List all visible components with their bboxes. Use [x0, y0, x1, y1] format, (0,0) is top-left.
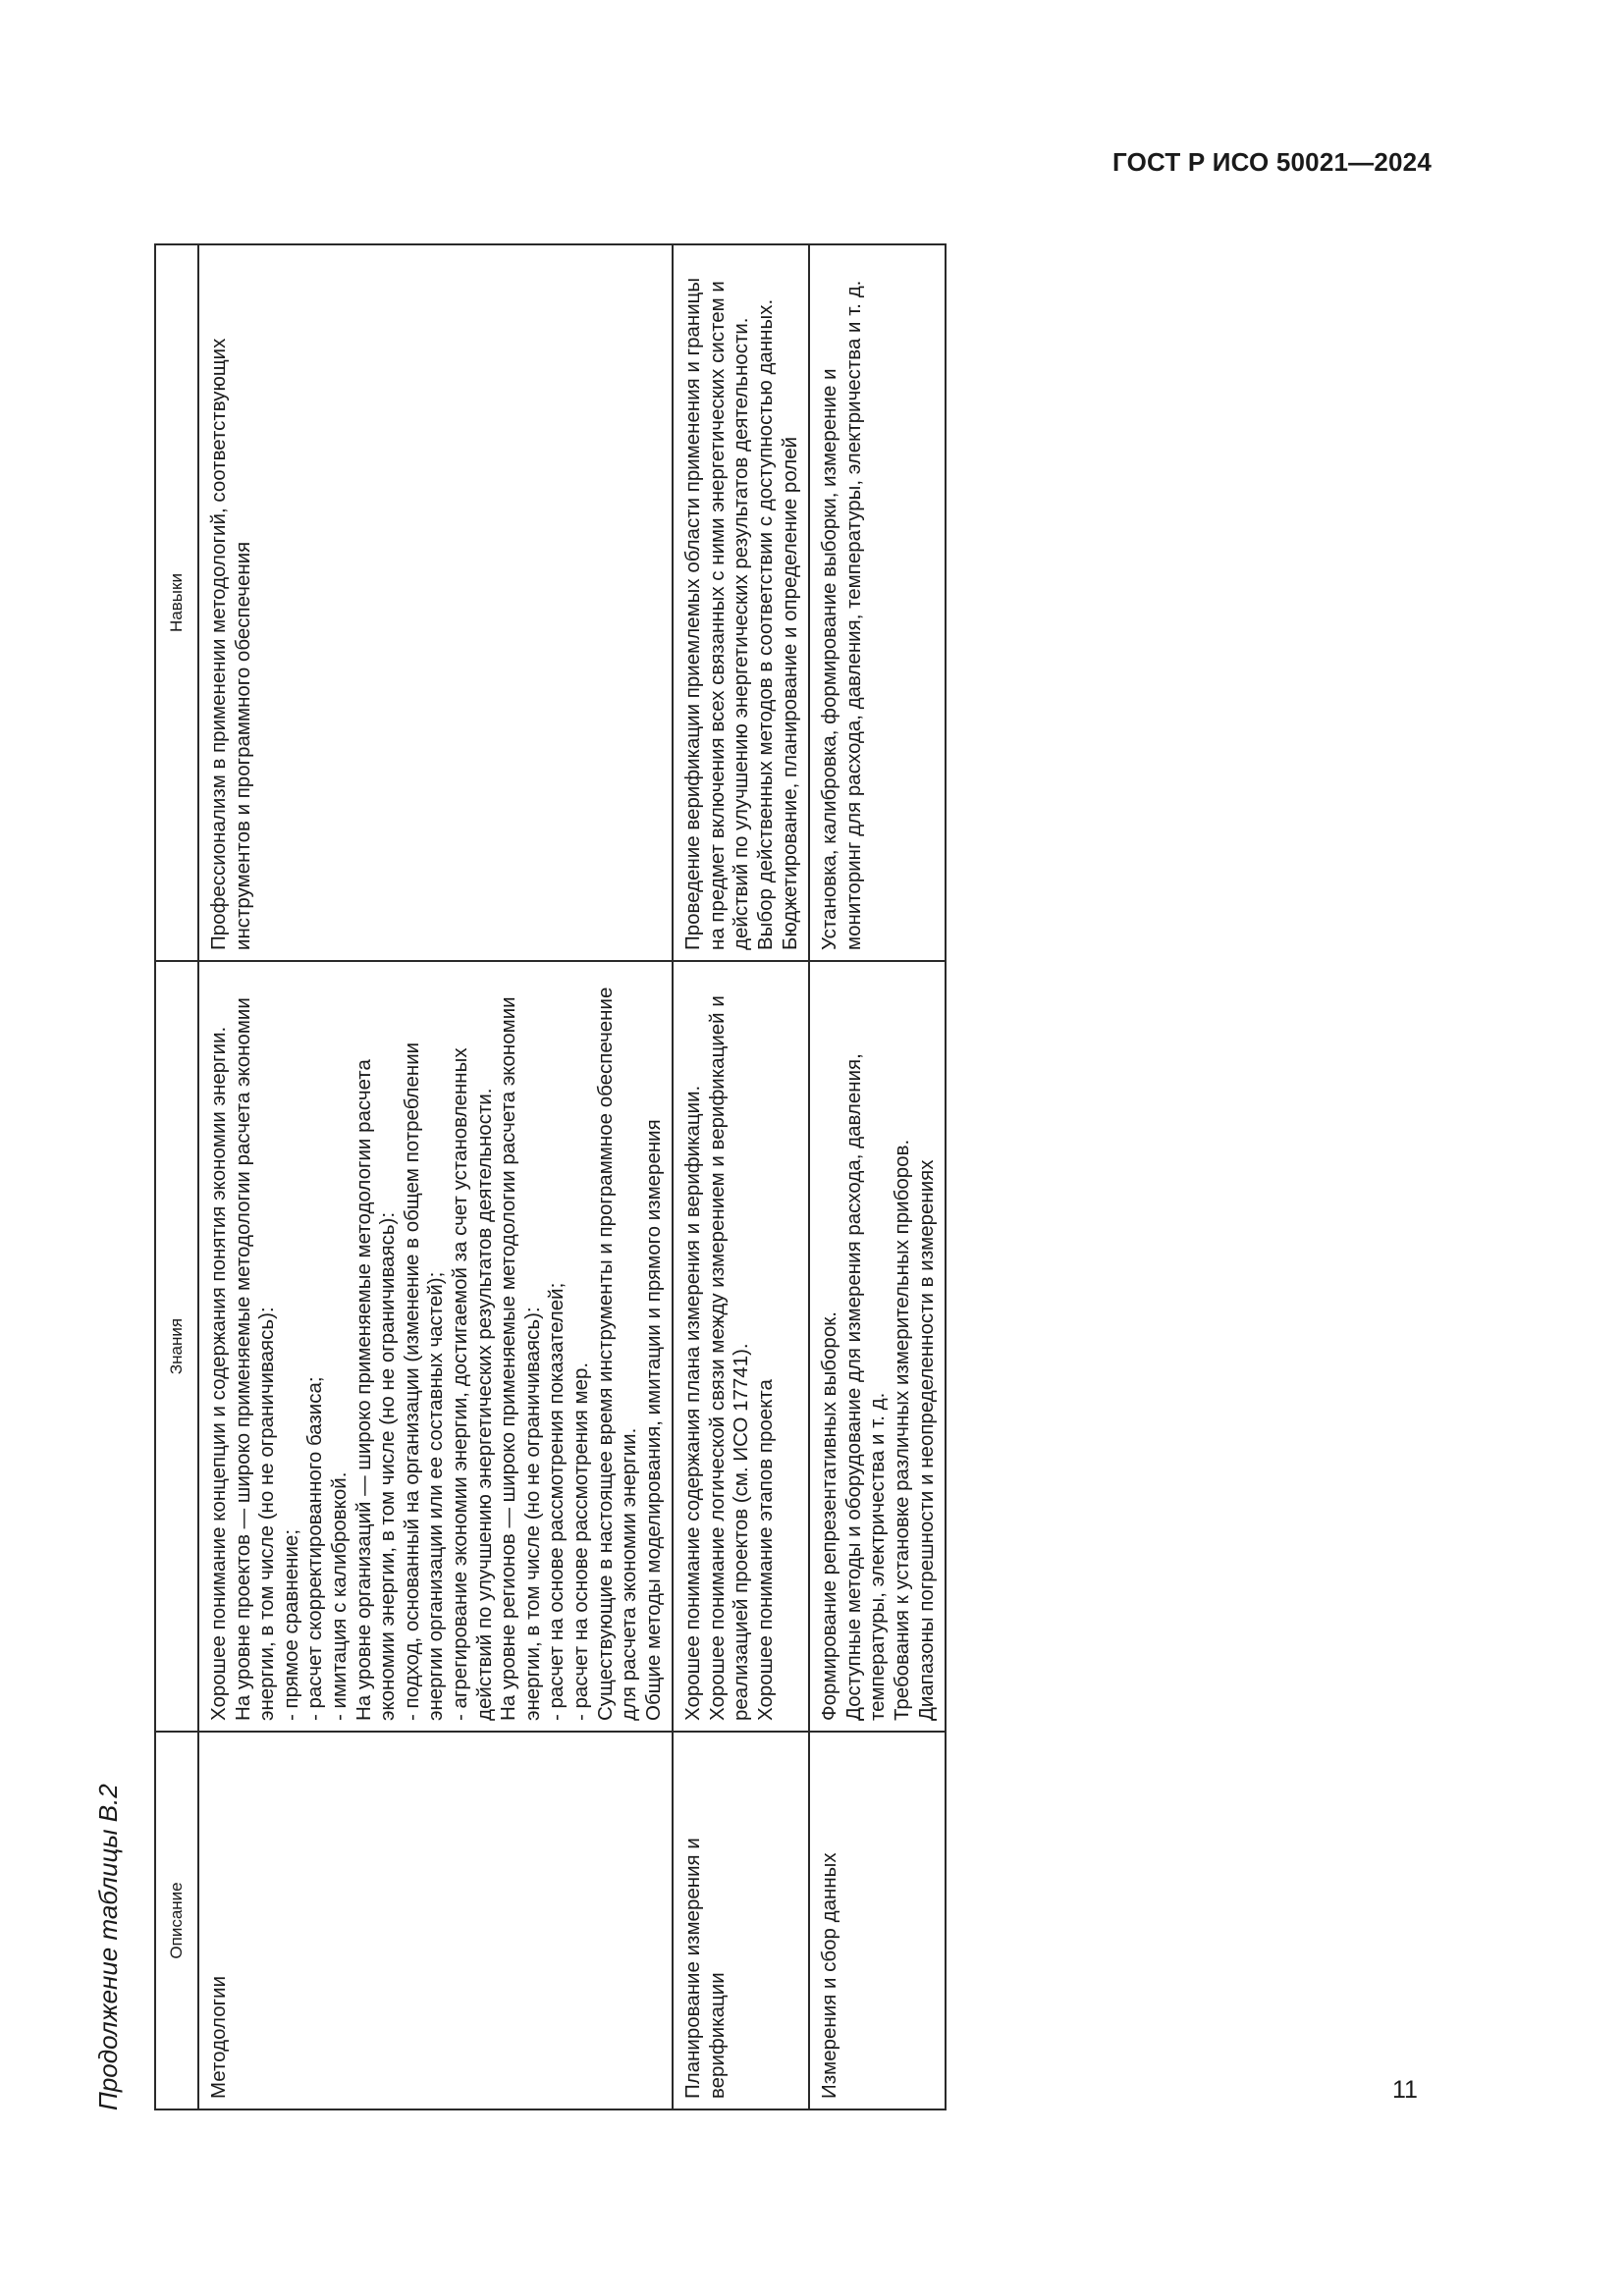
- column-header-skills: Навыки: [155, 244, 198, 961]
- knowledge-line: Доступные методы и оборудование для измерения расхода, давления, температуры, электричества и т. д.: [841, 1053, 890, 1721]
- row-knowledge: [673, 961, 809, 1732]
- row-skills: [198, 244, 673, 961]
- knowledge-line: Хорошее понимание логической связи между измерением и верификацией и реализацией проектов (см. ИСО 17741).: [705, 995, 753, 1721]
- knowledge-line: Существующие в настоящее время инструменты и программное обеспечение для расчета экономии энергии.: [593, 987, 641, 1721]
- row-skills: [809, 244, 946, 961]
- column-header-knowledge: Знания: [155, 961, 198, 1732]
- knowledge-line: - прямое сравнение;: [279, 1528, 302, 1721]
- knowledge-line: - расчет на основе рассмотрения показателей;: [545, 1282, 568, 1721]
- table-row: [809, 244, 946, 2109]
- skills-line: Установка, калибровка, формирование выборки, измерение и мониторинг для расхода, давления, температуры, электричества и т. д.: [818, 280, 865, 950]
- column-header-description: Описание: [155, 1732, 198, 2109]
- knowledge-line: Общие методы моделирования, имитации и прямого измерения: [641, 1119, 665, 1721]
- knowledge-line: Диапазоны погрешности и неопределенности в измерениях: [914, 1159, 938, 1721]
- table-row: [673, 244, 809, 2109]
- page-number: 11: [1392, 2076, 1418, 2104]
- knowledge-line: Формирование репрезентативных выборок.: [818, 1311, 841, 1721]
- row-description: Методологии: [198, 1732, 673, 2109]
- knowledge-line: Хорошее понимание этапов проекта: [754, 1379, 778, 1721]
- row-description: Планирование измерения и верификации: [673, 1732, 809, 2109]
- knowledge-line: На уровне организаций — широко применяемые методологии расчета экономии энергии, в том числе (но не ограничиваясь):: [352, 1059, 400, 1721]
- skills-line: Бюджетирование, планирование и определение ролей: [778, 436, 801, 950]
- knowledge-line: Требования к установке различных измерительных приборов.: [891, 1139, 914, 1721]
- skills-line: Выбор действенных методов в соответствии с доступностью данных.: [754, 298, 778, 950]
- knowledge-line: - агрегирование экономии энергии, достигаемой за счет установленных действий по улучшению энергетических результатов деятельности.: [448, 1047, 496, 1721]
- row-knowledge: [809, 961, 946, 1732]
- knowledge-line: Хорошее понимание содержания плана измерения и верификации.: [681, 1085, 705, 1721]
- knowledge-line: - расчет на основе рассмотрения мер.: [568, 1362, 592, 1721]
- knowledge-line: - подход, основанный на организации (изменение в общем потреблении энергии организации или ее составных частей);: [400, 1041, 448, 1721]
- competence-table: [154, 243, 947, 2110]
- skills-line: Проведение верификации приемлемых области применения и границы на предмет включения всех связанных с ними энергетических систем и действий по улучшению энергетических результатов деятельности.: [681, 277, 753, 950]
- knowledge-line: - расчет скорректированного базиса;: [303, 1376, 327, 1721]
- knowledge-line: На уровне регионов — широко применяемые методологии расчета экономии энергии, в том числе (но не ограничиваясь):: [497, 996, 544, 1721]
- table-header-row: [155, 244, 198, 2109]
- row-description: Измерения и сбор данных: [809, 1732, 946, 2109]
- skills-line: Профессионализм в применении методологий, соответствующих инструментов и программного обеспечения: [207, 338, 254, 950]
- document-code: ГОСТ Р ИСО 50021—2024: [1111, 147, 1432, 177]
- knowledge-line: На уровне проектов — широко применяемые методологии расчета экономии энергии, в том числе (но не ограничиваясь):: [231, 997, 279, 1721]
- rotated-table-area: [93, 245, 1370, 2110]
- table-caption: Продолжение таблицы В.2: [93, 1784, 123, 2110]
- knowledge-line: Хорошее понимание концепции и содержания понятия экономии энергии.: [207, 1026, 230, 1721]
- table-row: [198, 244, 673, 2109]
- row-knowledge: [198, 961, 673, 1732]
- knowledge-line: - имитация с калибровкой.: [327, 1471, 351, 1721]
- row-skills: [673, 244, 809, 961]
